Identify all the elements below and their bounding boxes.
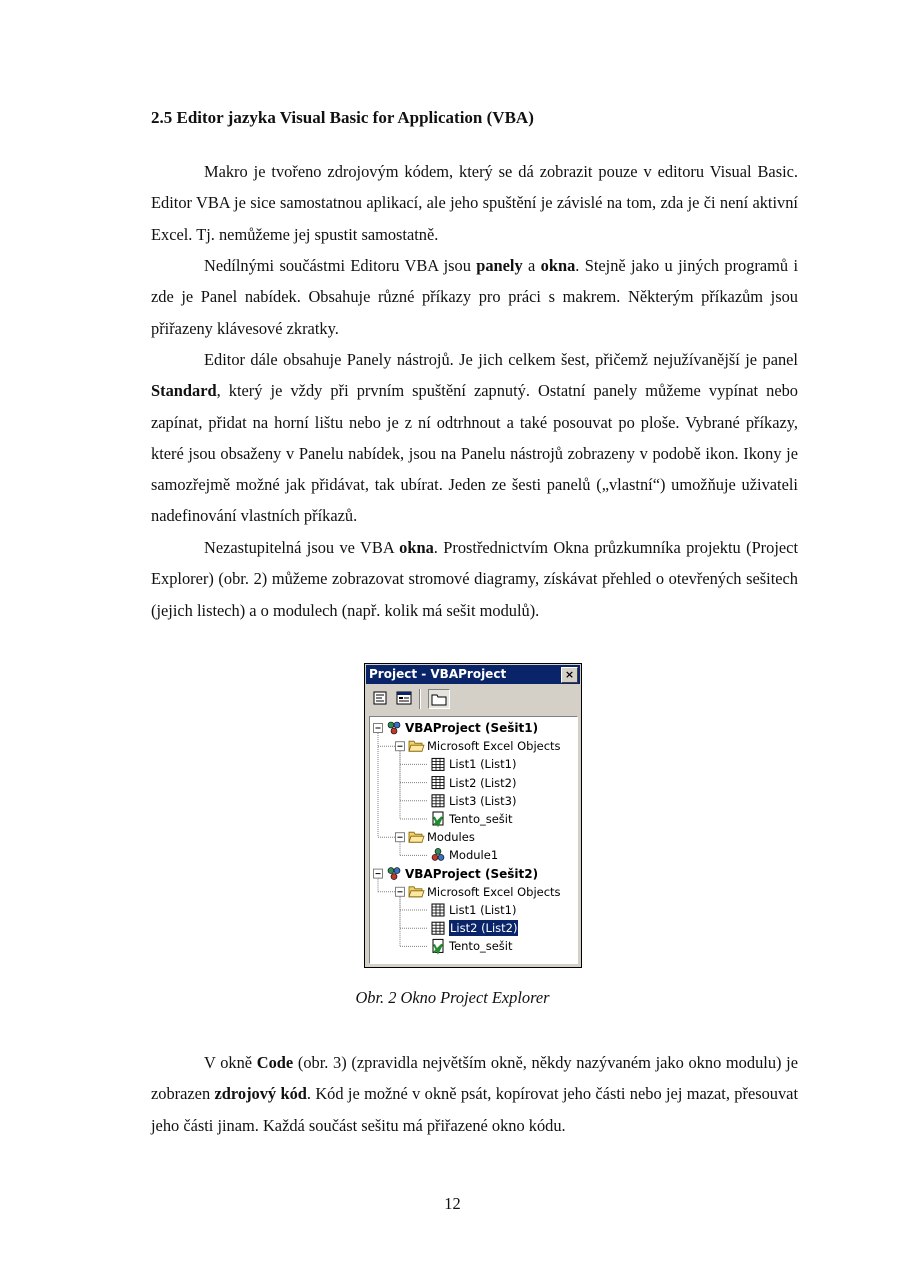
explorer-toolbar (366, 685, 580, 713)
close-button[interactable]: × (561, 667, 578, 683)
bold-term-okna: okna (399, 538, 434, 557)
text-run: Nezastupitelná jsou ve VBA (204, 538, 400, 557)
worksheet-icon (432, 922, 444, 934)
paragraph-2 (151, 250, 798, 344)
vbaproject-icon (388, 868, 400, 880)
view-object-button[interactable] (394, 689, 416, 709)
bold-term-panely: panely (476, 256, 523, 275)
workbook-icon (433, 812, 443, 825)
folder-open-icon (409, 887, 424, 897)
bold-term-okna: okna (540, 256, 576, 275)
text-run: V okně (204, 1053, 257, 1072)
folder-open-icon (409, 741, 424, 751)
folder-open-icon (409, 832, 424, 842)
text-run: Editor dále obsahuje Panely nástrojů. Je jich celkem šest, přičemž nejužívanější je panel (204, 350, 798, 369)
page-number: 12 (444, 1194, 461, 1213)
collapse-toggle-icon[interactable] (374, 724, 383, 733)
tree-node[interactable]: Microsoft Excel Objects (427, 884, 561, 899)
workbook-icon (433, 939, 443, 952)
tree-node-project[interactable]: VBAProject (Sešit2) (405, 866, 539, 881)
tree-node[interactable]: List2 (List2) (449, 775, 517, 790)
text-run: . Prostřednictvím Okna průzkumníka projektu (Project Explorer) (obr. 2) můžeme zobrazovat stromové diagramy, získávat přehled o otevřených sešitech (jejich listech) a o modulech (např. kolik má sešit modulů). (151, 538, 798, 620)
figure-caption: Obr. 2 Okno Project Explorer (355, 988, 550, 1007)
view-code-button[interactable] (370, 689, 392, 709)
collapse-toggle-icon[interactable] (374, 869, 383, 878)
text-run: . Kód je možné v okně psát, kopírovat jeho části nebo jej mazat, přesouvat jeho části jinam. Každá součást sešitu má přiřazené okno kódu. (151, 1084, 799, 1135)
worksheet-icon (432, 795, 444, 807)
paragraph-4 (151, 532, 798, 626)
section-heading: 2.5 Editor jazyka Visual Basic for Application (VBA) (151, 108, 534, 127)
tree-node[interactable]: Microsoft Excel Objects (427, 739, 561, 754)
collapse-toggle-icon[interactable] (396, 742, 405, 751)
collapse-toggle-icon[interactable] (396, 833, 405, 842)
worksheet-icon (432, 758, 444, 770)
tree-node-project[interactable]: VBAProject (Sešit1) (405, 721, 539, 735)
tree-node[interactable]: Module1 (449, 848, 499, 863)
bold-term-standard: Standard (151, 381, 217, 401)
project-explorer-window (364, 663, 582, 968)
vbaproject-icon (388, 722, 400, 734)
toolbar-separator (419, 689, 421, 709)
view-code-icon (370, 689, 390, 707)
text-run: , který je vždy při prvním spuštění zapnutý. Ostatní panely můžeme vypínat nebo zapínat, přidat na horní lištu nebo je z ní odtrhnout a také posouvat po ploše. Vybrané příkazy, které jsou obsaženy v Panelu nabídek, jsou na Panelu nástrojů zobrazeny v podobě ikon. Ikony je samozřejmě možné jak přidávat, tak ubírat. Jeden ze šesti panelů („vlastní“) umožňuje uživateli nadefinování vlastních příkazů. (151, 381, 798, 526)
tree-node[interactable]: List2 (List2) (450, 921, 518, 936)
worksheet-icon (432, 904, 444, 916)
tree-node[interactable]: List3 (List3) (449, 793, 517, 808)
project-tree[interactable] (369, 716, 578, 964)
tree-node[interactable]: List1 (List1) (449, 903, 517, 917)
tree-node[interactable]: Modules (427, 830, 475, 845)
paragraph-1: Makro je tvořeno zdrojovým kódem, který se dá zobrazit pouze v editoru Visual Basic. Editor VBA je sice samostatnou aplikací, ale jeho spuštění je závislé na tom, zda je či není aktivní Excel. Tj. nemůžeme jej spustit samostatně. (151, 162, 798, 244)
tree-node[interactable]: Tento_sešit (449, 812, 513, 826)
text-run: Nedílnými součástmi Editoru VBA jsou (204, 256, 477, 275)
worksheet-icon (432, 777, 444, 789)
tree-node[interactable]: Tento_sešit (449, 939, 513, 954)
tree-node[interactable]: List1 (List1) (449, 757, 517, 772)
paragraph-5 (151, 1047, 798, 1141)
module-icon (432, 848, 444, 860)
window-title: Project - VBAProject (369, 667, 507, 681)
view-object-icon (394, 689, 414, 707)
text-run: a (522, 256, 541, 275)
text-run: (obr. 3) (zpravidla největším okně, někdy nazývaném jako okno modulu) je zobrazen (151, 1053, 798, 1104)
window-titlebar (366, 665, 580, 684)
paragraph-3 (151, 344, 798, 532)
text-run: . Stejně jako u jiných programů i zde je Panel nabídek. Obsahuje různé příkazy pro práci s makrem. Některým příkazům jsou přiřazeny klávesové zkratky. (151, 256, 798, 338)
collapse-toggle-icon[interactable] (396, 887, 405, 896)
toggle-folders-button[interactable] (428, 689, 450, 709)
bold-term-zdrojovy-kod: zdrojový kód (214, 1084, 307, 1104)
toggle-folders-icon (429, 690, 449, 708)
bold-term-code: Code (256, 1053, 294, 1072)
